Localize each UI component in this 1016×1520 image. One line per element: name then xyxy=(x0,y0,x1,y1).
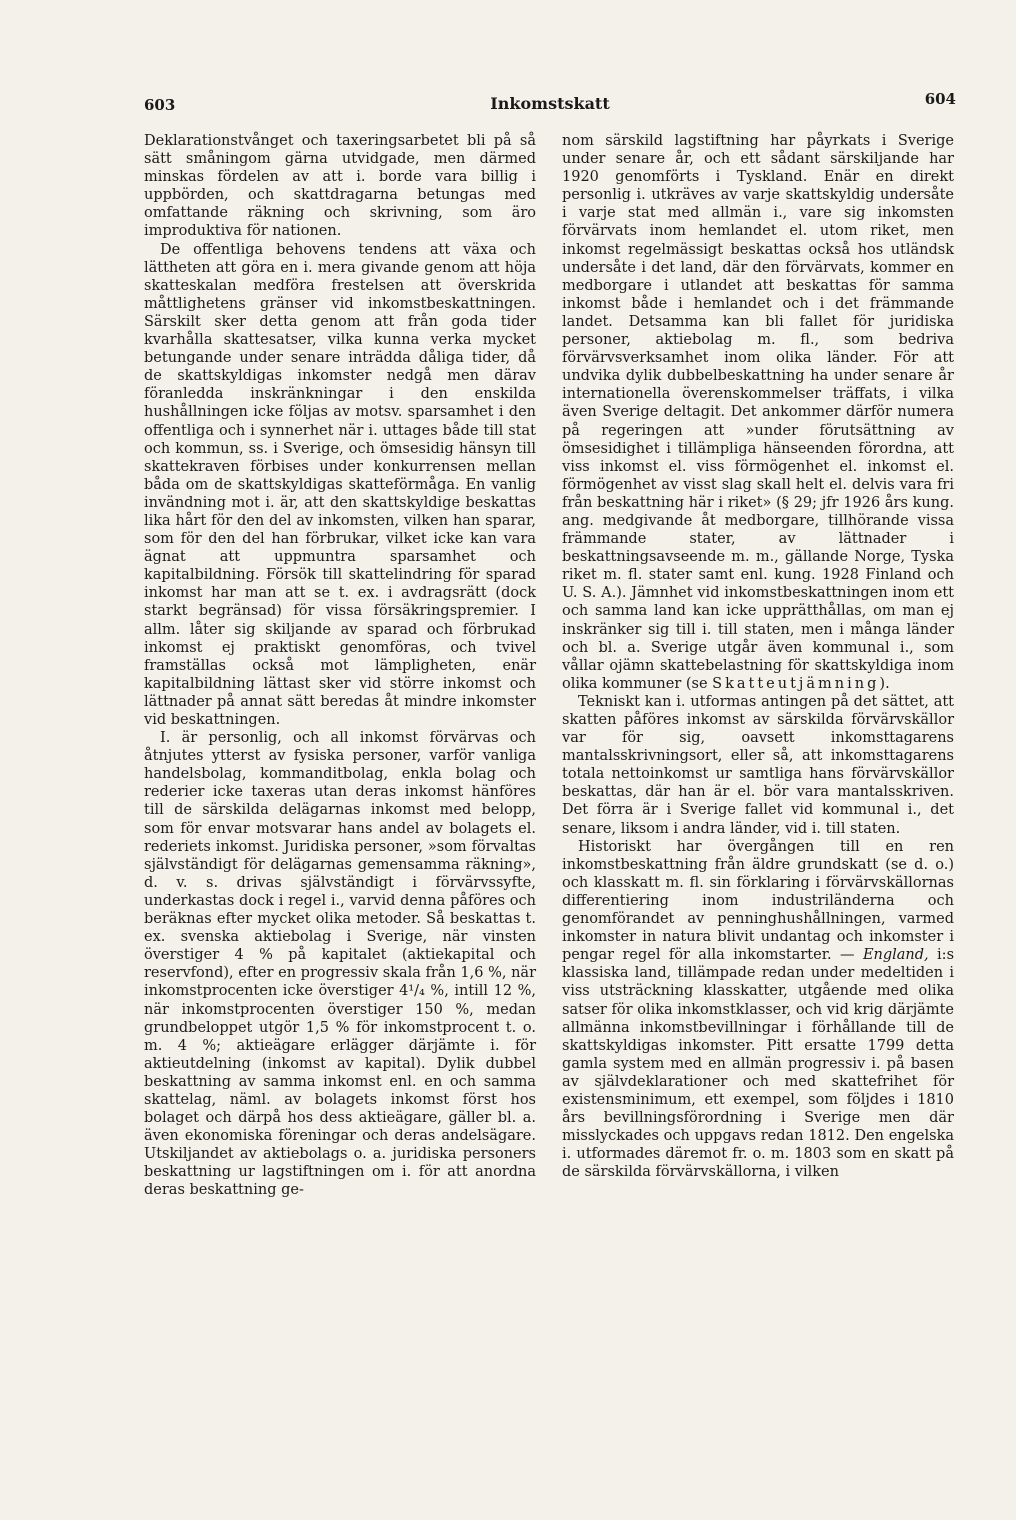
text-column-right xyxy=(562,132,954,1181)
paragraph: Deklarationstvånget och taxeringsarbetet bli på så sätt småningom gärna utvidgade, men därmed minskas fördelen av att i. borde vara billig i uppbörden, och skattdragarna betungas med omfattande räkning och skrivning, som äro improduktiva för nationen. xyxy=(144,133,536,240)
paragraph-text: Historiskt har övergången till en ren inkomstbeskattning från äldre grundskatt (se d. o.) och klasskatt m. fl. sin förklaring i förvärvskällornas differentiering inom industriländerna och genomförandet av penninghushållningen, varmed inkomster in natura blivit undantag och inkomster i pengar regel för alla inkomstarter. — xyxy=(562,838,954,964)
page-number-right: 604 xyxy=(924,90,956,108)
running-header xyxy=(144,86,956,120)
paragraph: De offentliga behovens tendens att växa och lättheten att göra en i. mera givande genom att höja skatteskalan medföra frestelsen att överskrida måttlighetens gränser vid inkomstbeskattningen. Särskilt sker detta genom att från goda tider kvarhålla skattesatser, vilka kunna verka mycket betungande under senare inträdda dåliga tider, då de skattskyldigas inkomster nedgå men därav föranledda inskränkningar i den enskilda hushållningen icke följas av motsv. sparsamhet i den offentliga och i synnerhet när i. uttages både till stat och kommun, ss. i Sverige, och ömsesidig hänsyn till skattekraven förbises under konkurrensen mellan båda om de skattskyldigas skatteförmåga. En vanlig invändning mot i. är, att den skattskyldige beskattas lika hårt för den del av inkomsten, vilken han sparar, som för den del han förbrukar, vilket icke kan vara ägnat att uppmuntra sparsamhet och kapitalbildning. Försök till skattelindring för sparad inkomst har man att se t. ex. i avdragsrätt (dock starkt begränsad) för vissa försäkringspremier. I allm. låter sig skiljande av sparad och förbrukad inkomst ej praktiskt genomföras, och tvivel framställas också mot lämpligheten, enär kapitalbildning lättast sker vid större inkomst och lättnader på annat sätt beredas åt mindre inkomster vid beskattningen. xyxy=(144,241,536,728)
paragraph-text: i:s klassiska land, tillämpade redan under medeltiden i viss utsträckning klasskatter, utgående med olika satser för olika inkomstklasser, och vid krig därjämte allmänna inkomstbevillningar i förhållande till de skattskyldigas inkomster. Pitt ersatte 1799 detta gamla system med en allmän progressiv i. på basen av självdeklarationer och med skattefrihet för existensminimum, ett exempel, som följdes i 1810 års bevillningsförordning i Sverige men där misslyckades och uppgavs redan 1812. Den engelska i. utformades däremot fr. o. m. 1803 som en skatt på de särskilda förvärvskällorna, i vilken xyxy=(562,947,955,1181)
cross-reference: Skatteutjämning xyxy=(712,675,880,692)
emphasized-term: England, xyxy=(862,947,929,964)
page-number-left: 603 xyxy=(144,96,176,114)
paragraph xyxy=(562,838,954,1182)
paragraph: I. är personlig, och all inkomst förvärvas och åtnjutes ytterst av fysiska personer, varför vanliga handelsbolag, kommanditbolag, enkla bolag och rederier icke taxeras utan deras inkomst hänföres till de särskilda delägarnas inkomst med belopp, som för envar motsvarar hans andel av bolagets el. rederiets inkomst. Juridiska personer, »som förvaltas självständigt för delägarnas gemensamma räkning», d. v. s. drivas självständigt i förvärvssyfte, underkastas dock i regel i., varvid denna påföres och beräknas efter mycket olika metoder. Så beskattas t. ex. svenska aktiebolag i Sverige, när vinsten överstiger 4 % på kapitalet (aktiekapital och reservfond), efter en progressiv skala från 1,6 %, när inkomstprocenten icke överstiger 4¹/₄ %, intill 12 %, när inkomstprocenten överstiger 150 %, medan grundbeloppet utgör 1,5 % för inkomstprocent t. o. m. 4 %; aktieägare erlägger därjämte i. för aktieutdelning (inkomst av kapital). Dylik dubbel beskattning av samma inkomst enl. en och samma skattelag, näml. av bolagets inkomst först hos bolaget och därpå hos dess aktieägare, gäller bl. a. även ekonomiska föreningar och deras andelsägare. Utskiljandet av aktiebolags o. a. juridiska personers beskattning ur lagstiftningen om i. för att anordna deras beskattning ge- xyxy=(144,730,536,1199)
paragraph-text: nom särskild lagstiftning har påyrkats i Sverige under senare år, och ett sådant särskiljande har 1920 genomförts i Tyskland. Enär en direkt personlig i. utkräves av varje skattskyldig undersåte i varje stat med allmän i., vare sig inkomsten förvärvats inom hemlandet el. utom riket, men inkomst regelmässigt beskattas också hos utländsk undersåte i det land, där den förvärvats, kommer en medborgare i utlandet att beskattas för samma inkomst både i hemlandet och i det främmande landet. Detsamma kan bli fallet för juridiska personer, aktiebolag m. fl., som bedriva förvärvsverksamhet inom olika länder. För att undvika dylik dubbelbeskattning ha under senare år internationella överenskommelser träffats, i vilka även Sverige deltagit. Det ankommer därför numera på regeringen att »under förutsättning av ömsesidighet i tillämpliga hänseenden förordna, att viss inkomst el. viss förmögenhet el. inkomst el. förmögenhet av visst slag skall helt el. delvis vara fri från beskattning här i riket» (§ 29; jfr 1926 års kung. ang. medgivande åt medborgare, tillhörande vissa främmande stater, av lättnader i beskattningsavseende m. m., gällande Norge, Tyska riket m. fl. stater samt enl. kung. 1928 Finland och U. S. A.). Jämnhet vid inkomstbeskattningen inom ett och samma land kan icke upprätthållas, om man ej inskränker sig till i. till staten, men i många länder och bl. a. Sverige utgår även kommunal i., som vållar ojämn skattebelastning för skattskyldiga inom olika kommuner (se xyxy=(562,133,954,692)
paragraph-text: ). xyxy=(879,675,890,692)
paragraph: Tekniskt kan i. utformas antingen på det sättet, att skatten påföres inkomst av särskilda förvärvskällor var för sig, oavsett inkomsttagarens mantalsskrivningsort, eller så, att inkomsttagarens totala nettoinkomst ur samtliga hans förvärvskällor beskattas, där han är el. bör vara mantalsskriven. Det förra är i Sverige fallet vid kommunal i., det senare, liksom i andra länder, vid i. till staten. xyxy=(562,693,954,837)
text-column-left xyxy=(144,132,536,1200)
paragraph xyxy=(562,132,954,693)
running-title: Inkomstskatt xyxy=(490,94,610,113)
